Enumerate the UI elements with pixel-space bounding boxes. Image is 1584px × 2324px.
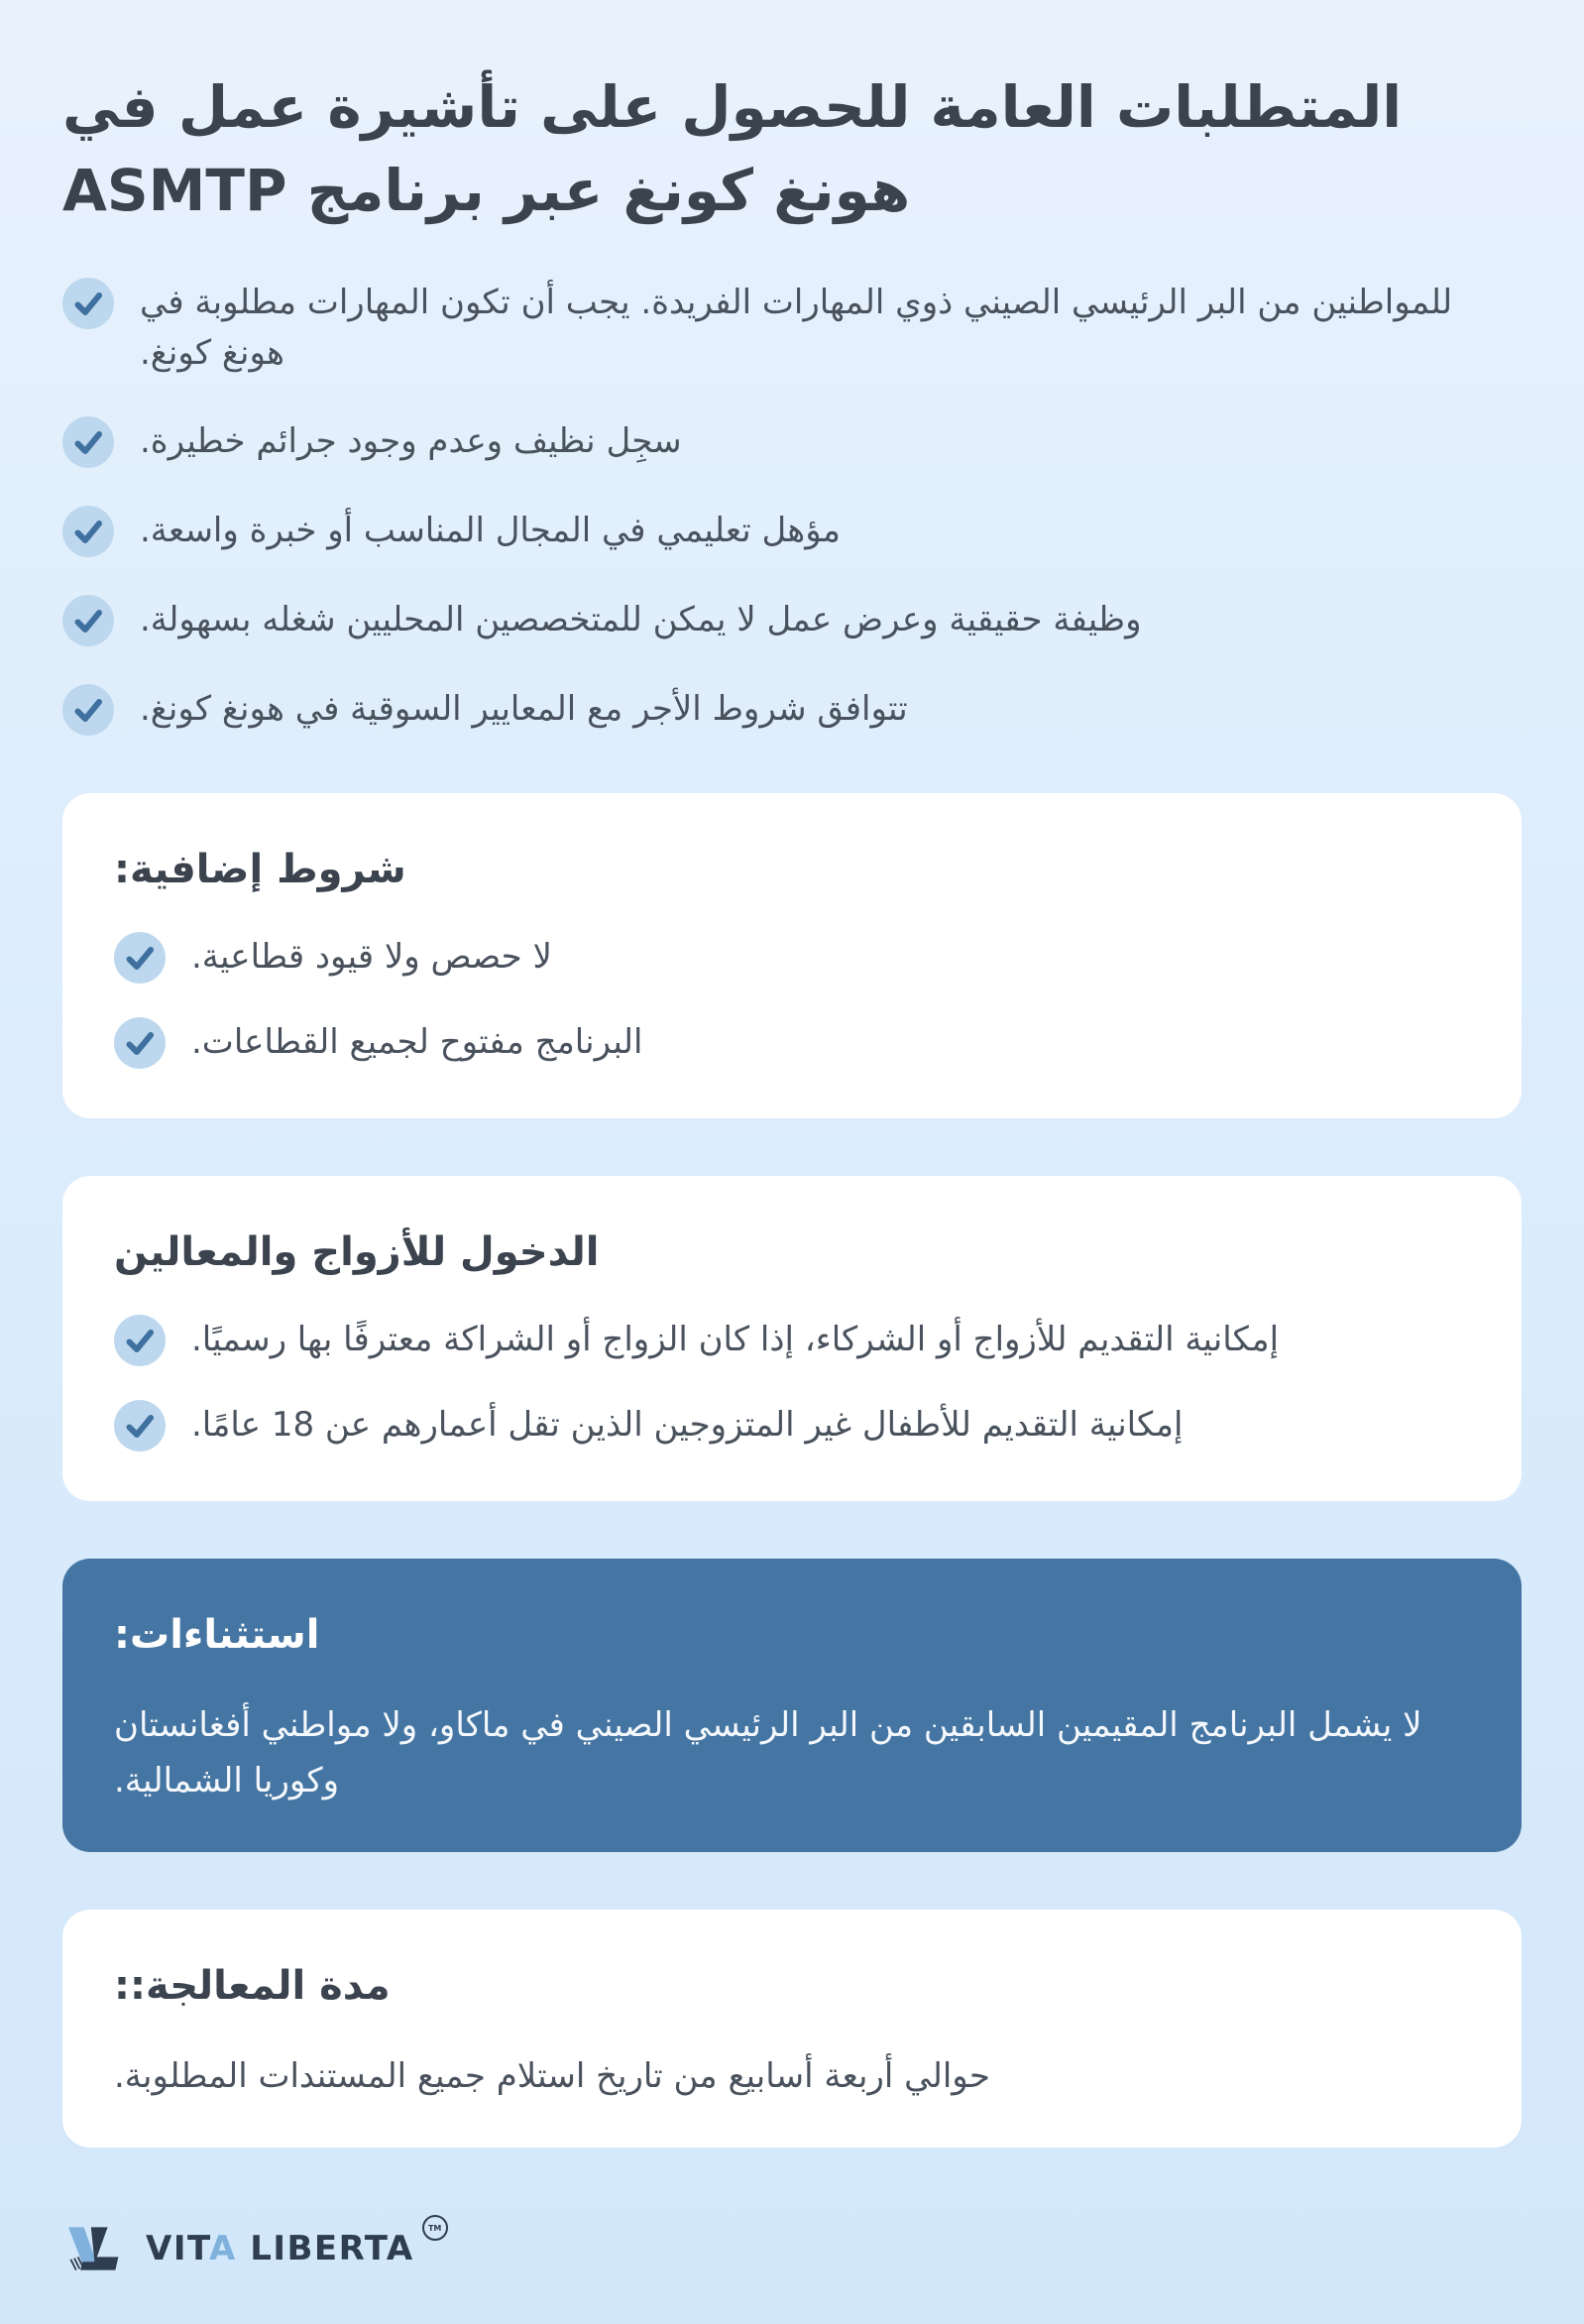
check-icon [62,595,114,646]
page-title [62,65,1522,232]
requirement-text: للمواطنين من البر الرئيسي الصيني ذوي المهارات الفريدة. يجب أن تكون المهارات مطلوبة في هونغ كونغ. [140,283,1453,374]
requirement-item [62,684,1522,736]
card-exceptions [62,1559,1522,1852]
condition-item [114,932,1470,984]
check-icon [62,506,114,557]
condition-item [114,1017,1470,1069]
additional-conditions-list [114,932,1470,1069]
dependant-text: إمكانية التقديم للأطفال غير المتزوجين الذين تقل أعمارهم عن 18 عامًا. [191,1405,1184,1446]
requirement-text: سجِل نظيف وعدم وجود جرائم خطيرة. [140,421,682,462]
check-icon [62,416,114,468]
requirement-item [62,278,1522,379]
requirement-item [62,416,1522,468]
check-icon [114,1400,166,1452]
dependant-item [114,1315,1470,1366]
check-icon [62,684,114,736]
check-icon [62,278,114,329]
card-processing-time-body: حوالي أربعة أسابيع من تاريخ استلام جميع المستندات المطلوبة. [114,2056,990,2097]
requirement-item [62,506,1522,557]
requirements-list [62,278,1522,736]
check-icon [114,1315,166,1366]
page-title-line-2: هونغ كونغ عبر برنامج ASMTP [62,157,911,225]
card-processing-time-heading: مدة المعالجة:: [114,1963,391,2010]
spouses-dependants-list [114,1315,1470,1452]
card-spouses-dependants [62,1176,1522,1501]
card-exceptions-body: لا يشمل البرنامج المقيمين السابقين من البر الرئيسي الصيني في ماكاو، ولا مواطني أفغانستان وكوريا الشمالية. [114,1705,1422,1801]
brand-segment-accent: A [209,2229,237,2269]
condition-text: لا حصص ولا قيود قطاعية. [191,937,552,978]
dependant-item [114,1400,1470,1452]
check-icon [114,1017,166,1069]
brand-segment: LIBERTA [236,2229,414,2269]
requirement-item [62,595,1522,646]
brand-segment: VIT [146,2229,210,2269]
card-processing-time [62,1910,1522,2148]
vita-liberta-logo-icon [62,2221,128,2276]
card-exceptions-heading: استثناءات: [114,1612,320,1659]
trademark-badge: TM [422,2215,448,2241]
requirement-text: تتوافق شروط الأجر مع المعايير السوقية في هونغ كونغ. [140,689,908,730]
brand-wordmark [146,2223,448,2269]
brand-footer [62,2221,1522,2276]
requirement-text: وظيفة حقيقية وعرض عمل لا يمكن للمتخصصين المحليين شغله بسهولة. [140,600,1142,640]
dependant-text: إمكانية التقديم للأزواج أو الشركاء، إذا كان الزواج أو الشراكة معترفًا بها رسميًا. [191,1320,1280,1360]
condition-text: البرنامج مفتوح لجميع القطاعات. [191,1022,643,1063]
requirement-text: مؤهل تعليمي في المجال المناسب أو خبرة واسعة. [140,511,842,551]
card-additional-conditions-heading: شروط إضافية: [114,847,406,893]
page-title-line-1: المتطلبات العامة للحصول على تأشيرة عمل في [62,73,1403,141]
card-additional-conditions [62,793,1522,1118]
card-spouses-dependants-heading: الدخول للأزواج والمعالين [114,1229,600,1276]
check-icon [114,932,166,984]
